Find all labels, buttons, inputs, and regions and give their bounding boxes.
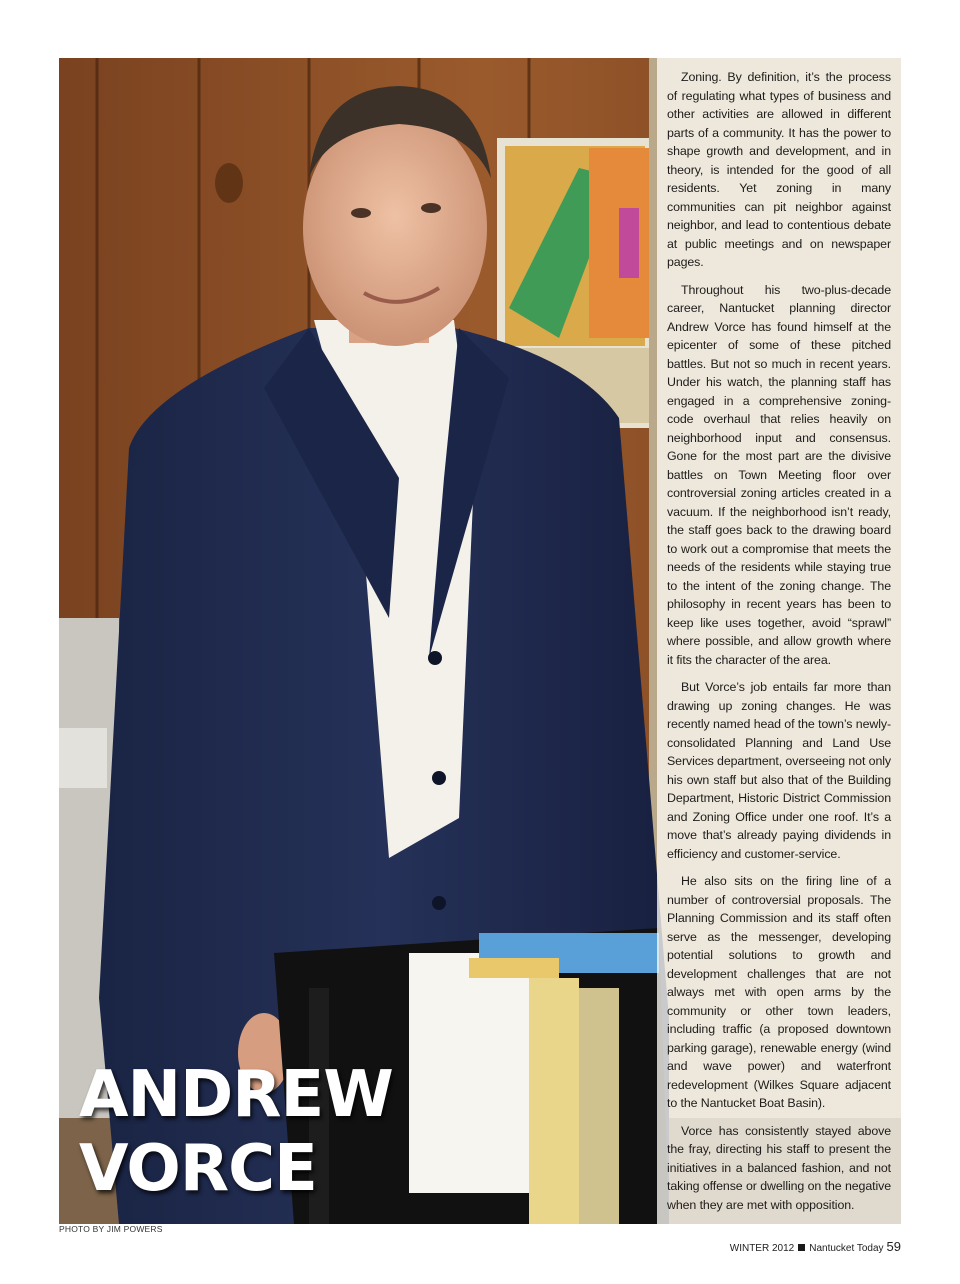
article-body: [667, 68, 891, 1223]
article-paragraph: But Vorce’s job entails far more than drawing up zoning changes. He was recently named head of the town’s newly-consolidated Planning and Land Use Services department, overseeing not only his own staff but also that of the Building Department, Historic District Commission and Zoning Office under one roof. It’s a move that’s already paying dividends in efficiency and customer-service.: [667, 680, 891, 861]
headline-first-name: ANDREW: [79, 1058, 393, 1132]
folio-publication: Nantucket Today: [809, 1243, 884, 1254]
article-paragraph: He also sits on the firing line of a number of controversial proposals. The Planning Commission and its staff often serve as the messenger, developing potential solutions to growth and development challenges that are not always met with open arms by the community or other town leaders, including traffic (a proposed downtown parking garage), renewable energy (wind and wave power) and waterfront redevelopment (Wilkes Square adjacent to the Nantucket Boat Basin).: [667, 874, 891, 1110]
folio-issue: WINTER 2012: [729, 1243, 795, 1254]
page-folio: [730, 1239, 901, 1254]
article-paragraph: Throughout his two-plus-decade career, Nantucket planning director Andrew Vorce has found himself at the epicenter of some of these pitched battles. But not so much in recent years. Under his watch, the planning staff has engaged in a comprehensive zoning-code overhaul that relies heavily on neighborhood input and consensus. Gone for the most part are the divisive battles on Town Meeting floor over controversial zoning articles created in a vacuum. If the neighborhood isn’t ready, the staff goes back to the drawing board to work out a compromise that meets the needs of the residents while staying true to the intent of the zoning change. The philosophy in recent years has been to keep like uses together, avoid “sprawl” where possible, and allow growth where it fits the character of the area.: [667, 282, 891, 667]
photo-credit: PHOTO BY JIM POWERS: [59, 1224, 163, 1234]
article-paragraph: Vorce has consistently stayed above the fray, directing his staff to present the initiatives in a balanced fashion, and not taking offense or dwelling on the negative when they are met with opposition.: [667, 1123, 891, 1212]
square-bullet-icon: [798, 1244, 805, 1251]
feature-photo: [59, 58, 901, 1224]
headline-name: [79, 1058, 393, 1206]
folio-page-number: 59: [886, 1239, 901, 1254]
headline-last-name: VORCE: [79, 1132, 317, 1206]
article-paragraph: Zoning. By definition, it’s the process of regulating what types of business and other activities are allowed in different parts of a community. It has the power to shape growth and development, and in theory, is intended for the good of all residents. Yet zoning in many communities can pit neighbor against neighbor, and lead to contentious debate at public meetings and on newspaper pages.: [667, 70, 891, 269]
